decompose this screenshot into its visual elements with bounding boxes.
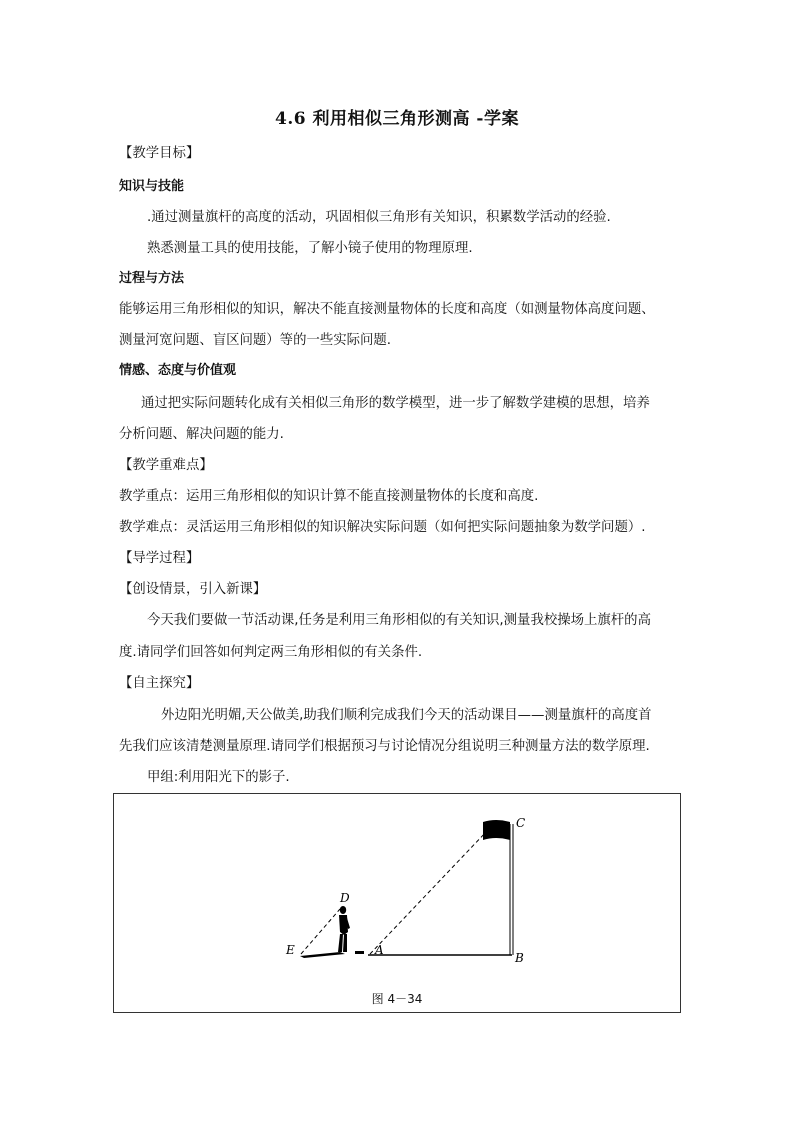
- paragraph-line: 教学重点：运用三角形相似的知识计算不能直接测量物体的长度和高度.: [119, 489, 539, 504]
- point-label-c: C: [516, 816, 526, 830]
- point-label-a: A: [375, 943, 384, 957]
- paragraph-line: .通过测量旗杆的高度的活动，巩固相似三角形有关知识，积累数学活动的经验.: [147, 210, 611, 225]
- person-figure: [338, 906, 350, 952]
- figure-4-34: [113, 793, 681, 1013]
- paragraph-line: 能够运用三角形相似的知识，解决不能直接测量物体的长度和高度（如测量物体高度问题、: [119, 302, 655, 317]
- section-heading-explore: 【自主探究】: [119, 676, 200, 691]
- section-heading-scenario: 【创设情景，引入新课】: [119, 582, 267, 597]
- flag-shape: [483, 820, 510, 840]
- sun-ray-person: [301, 909, 340, 954]
- page-title: 4.6 利用相似三角形测高 -学案: [275, 109, 519, 129]
- paragraph-line: 熟悉测量工具的使用技能，了解小镜子使用的物理原理.: [147, 241, 473, 256]
- figure-diagram: [114, 794, 680, 1012]
- paragraph-line: 测量河宽问题、盲区问题）等的一些实际问题.: [119, 333, 392, 348]
- section-heading-objectives: 【教学目标】: [119, 146, 200, 161]
- subheading-knowledge-skills: 知识与技能: [119, 179, 185, 194]
- paragraph-line: 外边阳光明媚,天公做美,助我们顺利完成我们今天的活动课目——测量旗杆的高度首: [161, 708, 652, 723]
- section-heading-process: 【导学过程】: [119, 551, 200, 566]
- person-shadow: [300, 952, 345, 958]
- mark-near-a: [355, 951, 364, 954]
- subheading-values: 情感、态度与价值观: [119, 363, 237, 378]
- paragraph-line: 甲组:利用阳光下的影子.: [147, 770, 290, 785]
- paragraph-line: 分析问题、解决问题的能力.: [119, 427, 284, 442]
- section-heading-key-points: 【教学重难点】: [119, 458, 213, 473]
- figure-caption: 图 4－34: [371, 992, 423, 1006]
- point-label-d: D: [340, 891, 350, 905]
- point-label-e: E: [286, 943, 295, 957]
- point-label-b: B: [515, 951, 524, 965]
- sun-ray-flagpole: [370, 831, 487, 954]
- subheading-process-method: 过程与方法: [119, 271, 185, 286]
- paragraph-line: 今天我们要做一节活动课,任务是利用三角形相似的有关知识,测量我校操场上旗杆的高: [147, 613, 651, 628]
- paragraph-line: 先我们应该清楚测量原理.请同学们根据预习与讨论情况分组说明三种测量方法的数学原理.: [119, 739, 650, 754]
- paragraph-line: 教学难点：灵活运用三角形相似的知识解决实际问题（如何把实际问题抽象为数学问题）.: [119, 520, 646, 535]
- paragraph-line: 通过把实际问题转化成有关相似三角形的数学模型，进一步了解数学建模的思想，培养: [141, 396, 650, 411]
- paragraph-line: 度.请同学们回答如何判定两三角形相似的有关条件.: [119, 645, 423, 660]
